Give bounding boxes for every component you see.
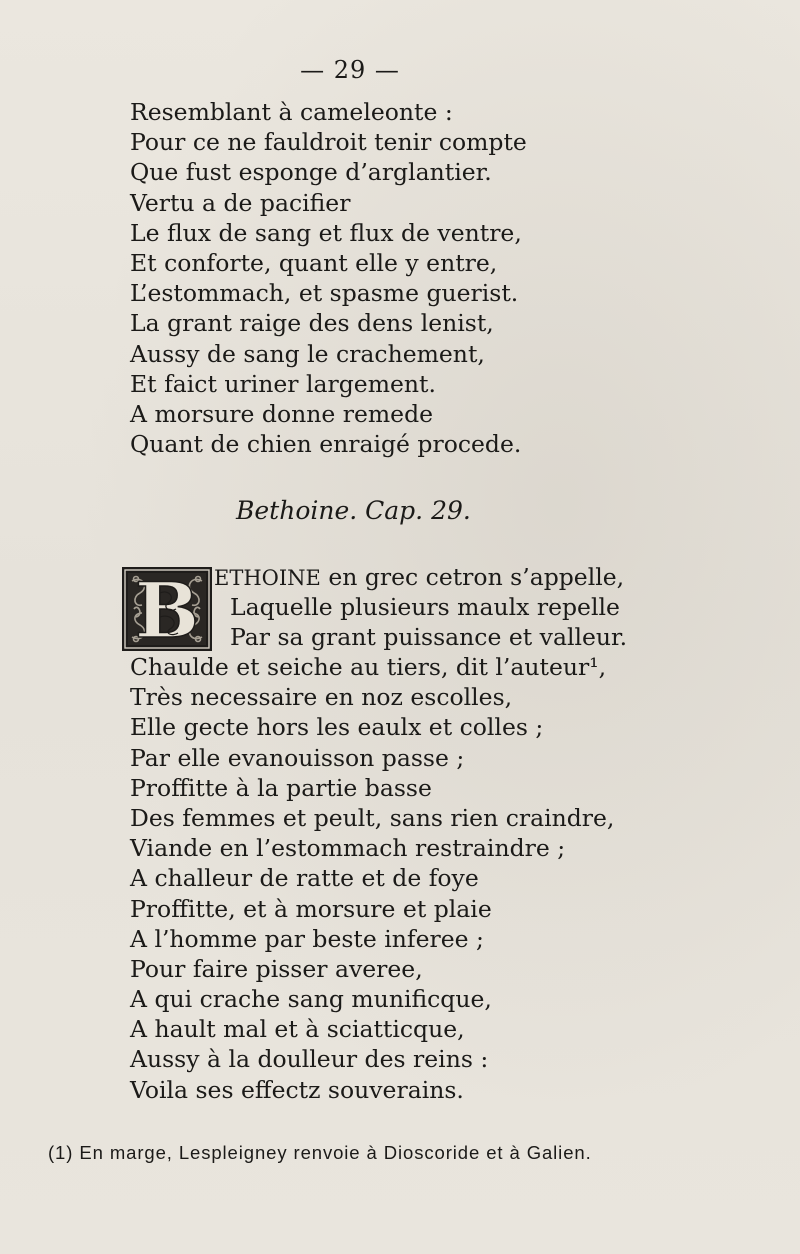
verse-line: Proffitte à la partie basse — [130, 773, 432, 802]
verse-line: A l’homme par beste inferee ; — [130, 924, 484, 953]
verse-line: A morsure donne remede — [130, 399, 434, 428]
verse-line: Resemblant à cameleonte : — [130, 98, 453, 126]
verse-line: L’estommach, et spasme guerist. — [130, 279, 519, 308]
verse-line: Elle gecte hors les eaulx et colles ; — [130, 713, 544, 742]
verse-block-top — [130, 97, 527, 459]
chapter-heading: Bethoine. Cap. 29. — [236, 496, 471, 525]
verse-line: Viande en l’estommach restraindre ; — [130, 834, 566, 863]
verse-line: Pour ce ne fauldroit tenir compte — [130, 128, 527, 157]
verse-line: Quant de chien enraigé procede. — [130, 430, 522, 459]
verse-line: La grant raige des dens lenist, — [130, 309, 494, 338]
verse-line — [214, 562, 624, 592]
verse-line: Par elle evanouisson passe ; — [130, 743, 465, 772]
verse-line: Voila ses effectz souverains. — [130, 1075, 464, 1104]
verse-line: Aussy de sang le crachement, — [130, 339, 485, 368]
chapter-opening-lines — [0, 562, 628, 653]
verse-line: Pour faire pisser averee, — [130, 954, 423, 983]
verse-line: Par sa grant puissance et valleur. — [230, 623, 628, 652]
first-word-smallcaps: ETHOINE — [214, 566, 321, 590]
verse-line: A qui crache sang munificque, — [130, 985, 492, 1014]
verse-line: A hault mal et à sciatticque, — [130, 1015, 465, 1044]
verse-line: Proffitte, et à morsure et plaie — [130, 894, 492, 923]
verse-line: A challeur de ratte et de foye — [130, 864, 479, 893]
verse-line: Que fust esponge d’arglantier. — [130, 158, 492, 187]
verse-block-bottom — [130, 652, 614, 1105]
verse-line: Vertu a de pacifier — [130, 188, 351, 217]
verse-line: Aussy à la doulleur des reins : — [130, 1045, 489, 1074]
verse-line: Des femmes et peult, sans rien craindre, — [130, 803, 615, 832]
page-number: — 29 — — [300, 56, 400, 84]
verse-line: Et conforte, quant elle y entre, — [130, 248, 498, 277]
verse-line: Le flux de sang et flux de ventre, — [130, 218, 522, 247]
verse-line: Et faict uriner largement. — [130, 369, 436, 398]
verse-line: Laquelle plusieurs maulx repelle — [230, 593, 620, 622]
first-line-rest: en grec cetron s’appelle, — [320, 563, 625, 591]
footnote: (1) En marge, Lespleigney renvoie à Dioscoride et à Galien. — [48, 1142, 592, 1163]
verse-line: Chaulde et seiche au tiers, dit l’auteur¹, — [130, 653, 607, 681]
drop-cap-letter: B — [134, 567, 200, 651]
verse-line: Très necessaire en noz escolles, — [130, 683, 513, 712]
